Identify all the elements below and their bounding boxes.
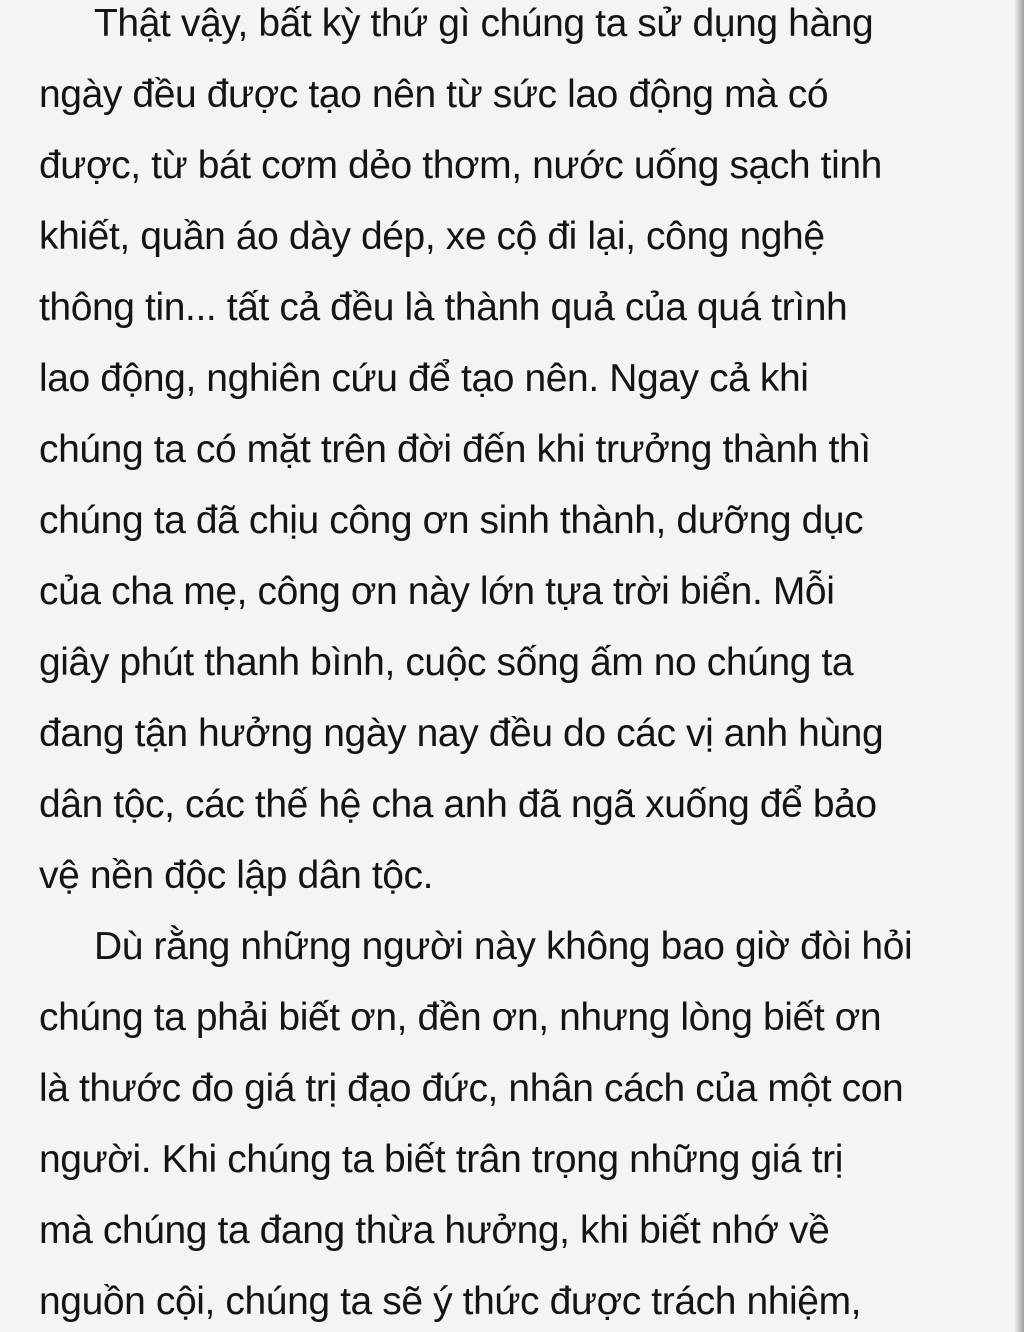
- paragraph-2: [39, 911, 1019, 1332]
- page-edge-shadow: [1014, 0, 1024, 1332]
- text-line: giây phút thanh bình, cuộc sống ấm no chúng ta: [39, 641, 854, 684]
- text-line: Thật vậy, bất kỳ thứ gì chúng ta sử dụng hàng: [94, 2, 874, 45]
- text-line: nguồn cội, chúng ta sẽ ý thức được trách nhiệm,: [39, 1280, 862, 1323]
- text-line: đang tận hưởng ngày nay đều do các vị anh hùng: [39, 712, 884, 755]
- text-line: khiết, quần áo dày dép, xe cộ đi lại, công nghệ: [39, 215, 825, 258]
- text-line: Dù rằng những người này không bao giờ đòi hỏi: [94, 925, 913, 968]
- text-line: thông tin... tất cả đều là thành quả của quá trình: [39, 286, 848, 329]
- document-text: [39, 0, 1019, 1332]
- text-line: mà chúng ta đang thừa hưởng, khi biết nhớ về: [39, 1209, 830, 1252]
- text-line: chúng ta đã chịu công ơn sinh thành, dưỡng dục: [39, 499, 864, 542]
- text-line: của cha mẹ, công ơn này lớn tựa trời biển. Mỗi: [39, 570, 835, 613]
- text-line: ngày đều được tạo nên từ sức lao động mà có: [39, 73, 829, 116]
- text-line: chúng ta phải biết ơn, đền ơn, nhưng lòng biết ơn: [39, 996, 882, 1039]
- text-line: vệ nền độc lập dân tộc.: [39, 854, 434, 897]
- text-line: người. Khi chúng ta biết trân trọng những giá trị: [39, 1138, 844, 1181]
- text-line: lao động, nghiên cứu để tạo nên. Ngay cả khi: [39, 357, 809, 400]
- text-line: được, từ bát cơm dẻo thơm, nước uống sạch tinh: [39, 144, 882, 187]
- text-line: chúng ta có mặt trên đời đến khi trưởng thành thì: [39, 428, 871, 471]
- text-line: là thước đo giá trị đạo đức, nhân cách của một con: [39, 1067, 904, 1110]
- paragraph-1: [39, 0, 1019, 911]
- text-line: dân tộc, các thế hệ cha anh đã ngã xuống để bảo: [39, 783, 877, 826]
